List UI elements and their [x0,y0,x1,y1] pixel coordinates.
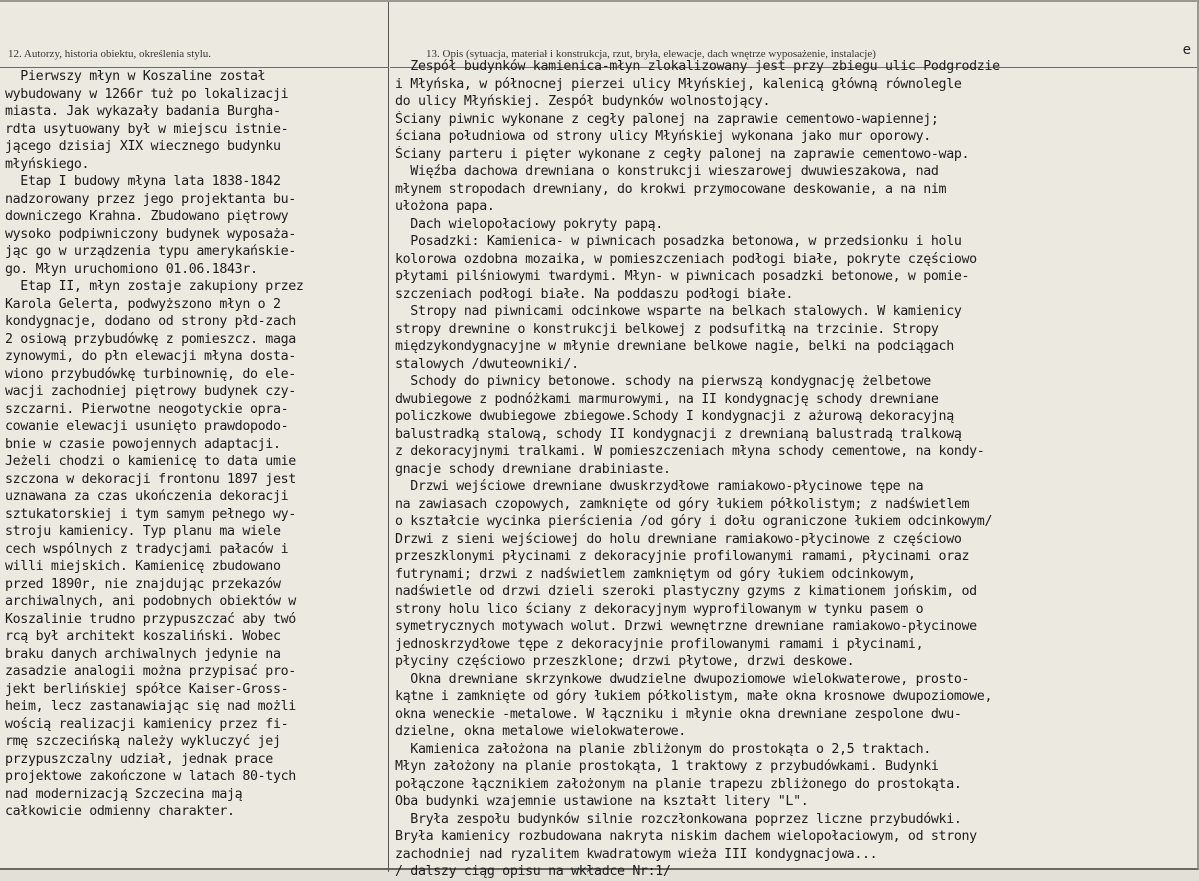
history-text-line: Etap II, młyn zostaje zakupiony przez [5,279,304,294]
description-text-line: zachodniej nad ryzalitem kwadratowym wieża III kondygnacjowa... [395,846,878,862]
description-text-line: ściana południowa od strony ulicy Młyńskiej wykonana jako mur oporowy. [395,129,931,144]
history-text-line: Pierwszy młyn w Koszaline został [5,69,266,84]
description-text-line: Więźba dachowa drewniana o konstrukcji wieszarowej dwuwieszakowa, nad [395,164,939,179]
history-text-line: archiwalnych, ani podobnych obiektów w [5,594,296,609]
history-text-line: cech wspólnych z tradycjami pałaców i [5,541,289,557]
history-text-line: sztukatorskiej i tym samym pełnego wy- [5,506,296,522]
description-text-line: z dekoracyjnymi tralkami. W pomieszczeniach młyna schody cementowe, na kondy- [395,444,985,459]
description-text-line: płytami pilśniowymi twardymi. Młyn- w piwnicach posadzki betonowe, w pomie- [395,269,970,284]
corner-mark: e [1182,42,1191,58]
history-text-line: przypuszczalny udział, jednak prace [5,751,273,767]
history-text-line: rdta usytuowany był w miejscu istnie- [5,121,289,137]
history-text-line: cowanie elewacji usunięto prawdopodo- [5,419,289,434]
history-text-line: jącego dzisiaj XIX wiecznego budynku [5,139,281,154]
description-text-line: jednoskrzydłowe tępe z dekoracyjnie profilowanymi ramami i płycinami, [395,636,924,652]
history-text-line: go. Młyn uruchomiono 01.06.1843r. [5,261,258,277]
history-text-line: 2 osiową przybudówkę z pomieszcz. maga [5,331,296,347]
history-text-line: nadzorowany przez jego projektanta bu- [5,191,296,207]
description-text-line: Drzwi wejściowe drewniane dwuskrzydłowe ramiakowo-płycinowe tępe na [395,479,924,494]
history-text-line: nad modernizacją Szczecina mają [5,786,243,802]
description-text-line: Ściany parteru i pięter wykonane z cegły palonej na zaprawie cementowo-wap. [395,146,970,162]
description-text-line: Stropy nad piwnicami odcinkowe wsparte na belkach stalowych. W kamienicy [395,304,962,319]
description-text-line: policzkowe dwubiegowe zbiegowe.Schody I kondygnacji z ażurową dekoracyjną [395,409,954,424]
description-text-line: gnacje schody drewniane drabiniaste. [395,461,671,477]
history-text-line: wiono przybudówkę turbinownię, do ele- [5,366,296,382]
description-text-line: Bryła zespołu budynków silnie rozczłonkowana poprzez liczne przybudówki. [395,811,962,827]
description-text-line: i Młyńska, w północnej pierzei ulicy Młyńskiej, kalenicą główną równolegle [395,76,962,92]
history-text-line: rmę szczecińską należy wykluczyć jej [5,734,281,749]
history-text-line: całkowicie odmienny charakter. [5,804,235,819]
history-text-line: zynowymi, do płn elewacji młyna dosta- [5,349,296,364]
left-header-text: 12. Autorzy, historia obiektu, określenia stylu. [8,48,212,60]
description-text-line: do ulicy Młyńskiej. Zespół budynków wolnostojący. [395,94,771,109]
description-text-line: symetrycznych motywach wolut. Drzwi wewnętrzne drewniane ramiakowo-płycinowe [395,619,977,634]
description-text-line: strony holu lico ściany z dekoracyjnym wyprofilowanym w tynku pasem o [395,601,924,617]
history-text-line: młyńskiego. [5,156,90,172]
history-text-line: Karola Gelerta, podwyższono młyn o 2 [5,296,281,312]
history-text-line: Etap I budowy młyna lata 1838-1842 [5,174,281,189]
history-text-line: heim, lecz zastanawiając się nad możli [5,699,296,714]
description-text-line: przeszklonymi płycinami z dekoracyjnie profilowanymi ramami, płycinami oraz [395,549,970,564]
history-text-line: jąc go w urządzenia typu amerykańskie- [5,244,296,259]
description-text-line: Drzwi z sieni wejściowej do holu drewniane ramiakowo-płycinowe z częściowo [395,531,962,547]
description-text-line: szczeniach podłogi białe. Na poddaszu podłogi białe. [395,286,794,302]
description-text-line: płyciny częściowo przeszklone; drzwi płytowe, drzwi deskowe. [395,654,855,669]
history-text-line: Jeżeli chodzi o kamienicę to data umie [5,454,296,469]
history-text-line: miasta. Jak wykazały badania Burgha- [5,104,281,119]
description-text-line: stropy drewnine o konstrukcji belkowej z podsufitką na trzcinie. Stropy [395,321,939,337]
right-header-text: 13. Opis (sytuacja, materiał i konstrukcja, rzut, bryła, elewacje, dach wnętrze wyposażenie, instalacje) [426,48,876,60]
history-text-line: bnie w czasie powojennych adaptacji. [5,436,281,452]
history-text-line: zasadzie analogii można przypisać pro- [5,664,296,679]
description-text-line: stalowych /dwuteowniki/. [395,356,579,372]
description-text-line: kątne i zamknięte od góry łukiem półkolistym, małe okna krosnowe dwupoziomowe, [395,689,993,704]
description-text-line: Posadzki: Kamienica- w piwnicach posadzka betonowa, w przedsionku i holu [395,234,962,249]
description-text-line: Kamienica założona na planie zbliżonym do prostokąta o 2,5 traktach. [395,741,931,757]
history-text-line: braku danych archiwalnych jedynie na [5,646,281,662]
description-text-line: Młyn założony na planie prostokąta, 1 traktowy z przybudówkami. Budynki [395,759,939,774]
description-text-line: balustradką stalową, schody II kondygnacji z drewnianą balustradą tralkową [395,426,962,442]
description-text-line: międzykondygnacyjne w młynie drewniane belkowe nagie, belki na podciągach [395,339,954,354]
description-text-line: ułożona papa. [395,199,495,214]
history-text-line: stroju kamienicy. Typ planu ma wiele [5,524,281,539]
description-text-line: nadświetle od drzwi dzieli szeroki plastyczny gzyms z kimationem jońskim, od [395,584,977,599]
history-text-line: uznawana za czas ukończenia dekoracji [5,489,289,504]
description-text-line: dwubiegowe z podnóżkami marmurowymi, na II kondygnację schody drewniane [395,391,939,407]
history-text-line: downiczego Krahna. Zbudowano piętrowy [5,209,289,224]
description-text-line: na zawiasach czopowych, zamknięte od góry łukiem półkolistym; z nadświetlem [395,496,970,512]
history-text-block [5,68,389,821]
history-text-line: rcą był architekt koszaliński. Wobec [5,629,281,644]
history-text-line: przed 1890r, nie znajdując przekazów [5,576,281,592]
history-text-line: willi miejskich. Kamienicę zbudowano [5,559,281,574]
history-text-line: wybudowany w 1266r tuż po lokalizacji [5,86,289,102]
description-text-line: Oba budynki wzajemnie ustawione na kształt litery "L". [395,794,809,809]
history-text-line: jekt berlińskiej spółce Kaiser-Gross- [5,681,289,697]
history-text-line: Koszalinie trudno przypuszczać aby twó [5,611,296,627]
description-text-line: kolorowa ozdobna mozaika, w pomieszczeniach podłogi białe, pokryte częściowo [395,251,977,267]
history-text-line: projektowe zakończone w latach 80-tych [5,769,296,784]
history-text-line: wością realizacji kamienicy przez fi- [5,716,289,732]
description-text-line: Okna drewniane skrzynkowe dwudzielne dwupoziomowe wielokwaterowe, prosto- [395,671,970,687]
description-text-line: Schody do piwnicy betonowe. schody na pierwszą kondygnację żelbetowe [395,374,931,389]
description-text-line: o kształcie wycinka pierścienia /od góry i dołu ograniczone łukiem odcinkowym/ [395,514,993,529]
description-text-line: Ściany piwnic wykonane z cegły palonej na zaprawie cementowo-wapiennej; [395,111,939,127]
history-text-line: wacji zachodniej piętrowy budynek czy- [5,384,296,399]
history-text-line: wysoko podpiwniczony budynek wyposaża- [5,226,296,242]
history-text-line: szczona w dekoracji frontonu 1897 jest [5,471,296,487]
history-text-line: kondygnacje, dodano od strony płd-zach [5,314,296,329]
description-text-line: / dalszy ciąg opisu na wkładce Nr:1/ [395,864,671,879]
description-text-line: dzielne, okna metalowe wielokwaterowe. [395,724,686,739]
left-section-header [0,48,389,68]
description-text-line: młynem stropodach drewniany, do krokwi przymocowane deskowanie, a na nim [395,181,947,197]
description-text-line: Zespół budynków kamienica-młyn zlokalizowany jest przy zbiegu ulic Podgrodzie [395,59,1000,74]
description-text-line: Bryła kamienicy rozbudowana nakryta niskim dachem wielopołaciowym, od strony [395,829,977,844]
description-text-line: okna weneckie -metalowe. W łączniku i młynie okna drewniane zespolone dwu- [395,706,962,722]
description-text-block [395,58,1195,881]
description-text-line: połączone łącznikiem założonym na planie trapezu zbliżonego do prostokąta. [395,776,962,792]
history-text-line: szczarni. Pierwotne neogotyckie opra- [5,401,289,417]
description-text-line: futrynami; drzwi z nadświetlem zamkniętym od góry łukiem odcinkowym, [395,566,916,582]
description-text-line: Dach wielopołaciowy pokryty papą. [395,216,663,232]
